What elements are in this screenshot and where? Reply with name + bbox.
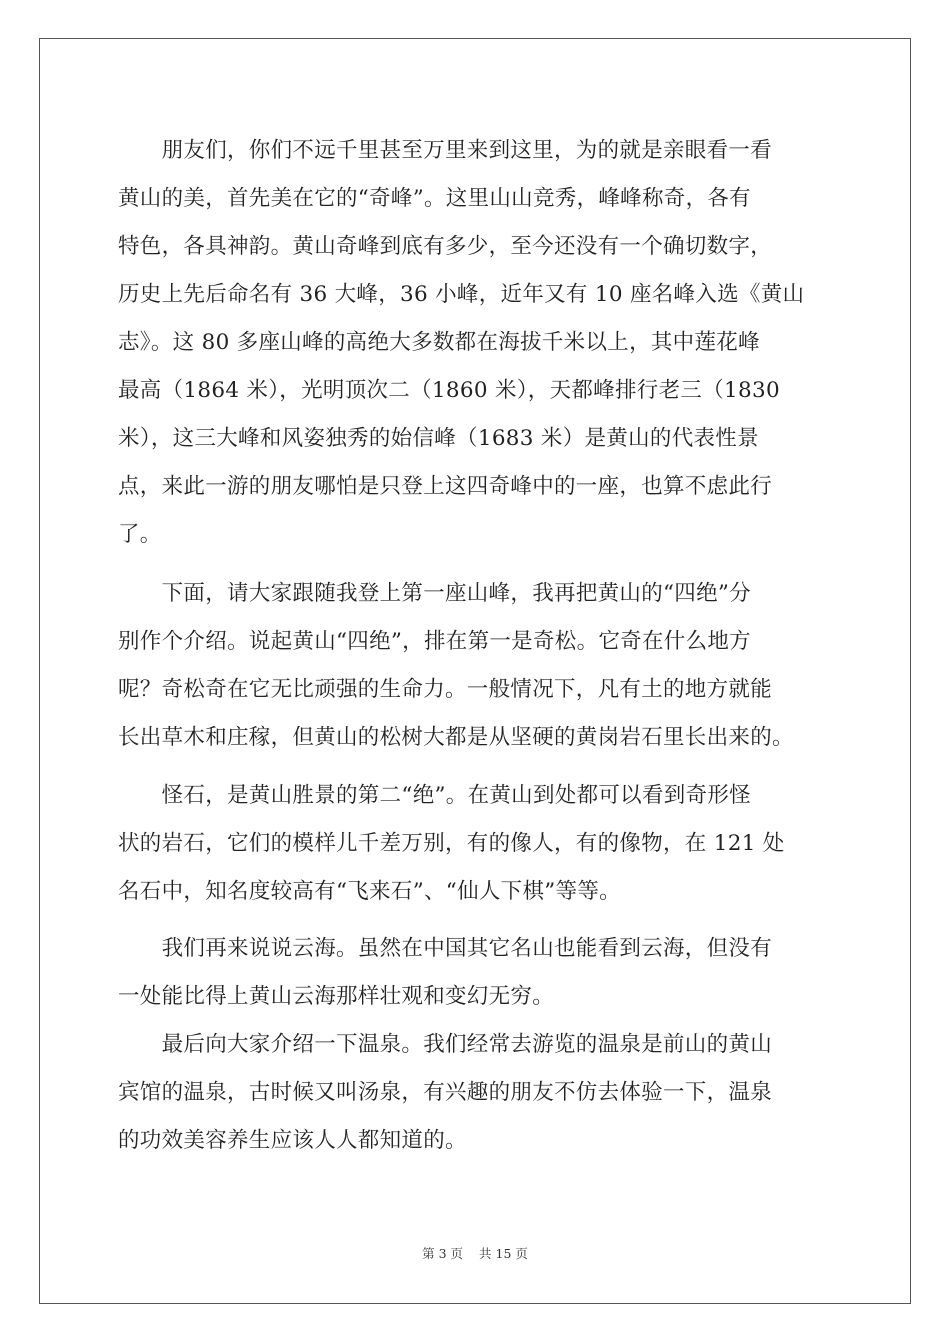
- text-line: 黄山的美，首先美在它的“奇峰”。这里山山竞秀，峰峰称奇，各有: [118, 186, 751, 211]
- text-line: 名石中，知名度较高有“飞来石”、“仙人下棋”等等。: [118, 879, 621, 904]
- text-line: 我们再来说说云海。虽然在中国其它名山也能看到云海，但没有: [118, 936, 773, 961]
- text-line: 宾馆的温泉，古时候又叫汤泉，有兴趣的朋友不仿去体验一下，温泉: [118, 1080, 773, 1105]
- text-line: 的功效美容养生应该人人都知道的。: [118, 1128, 467, 1153]
- text-line: 呢？奇松奇在它无比顽强的生命力。一般情况下，凡有土的地方就能: [118, 677, 773, 702]
- text-line: 状的岩石，它们的模样儿千差万别，有的像人，有的像物，在 121 处: [118, 831, 785, 856]
- text-line: 米），这三大峰和风姿独秀的始信峰（1683 米）是黄山的代表性景: [118, 426, 759, 451]
- text-line: 怪石，是黄山胜景的第二“绝”。在黄山到处都可以看到奇形怪: [118, 783, 751, 808]
- text-line: 点，来此一游的朋友哪怕是只登上这四奇峰中的一座，也算不虑此行: [118, 474, 773, 499]
- page-number: 第 3 页: [422, 1246, 464, 1261]
- text-line: 最后向大家介绍一下温泉。我们经常去游览的温泉是前山的黄山: [118, 1032, 773, 1057]
- page-total: 共 15 页: [479, 1246, 528, 1261]
- text-line: 历史上先后命名有 36 大峰，36 小峰，近年又有 10 座名峰入选《黄山: [118, 282, 805, 307]
- text-line: 志》。这 80 多座山峰的高绝大多数都在海拔千米以上，其中莲花峰: [118, 330, 760, 355]
- text-line: 长出草木和庄稼，但黄山的松树大都是从坚硬的黄岗岩石里长出来的。: [118, 725, 794, 750]
- text-line: 一处能比得上黄山云海那样壮观和变幻无穷。: [118, 984, 555, 1009]
- page-border: [39, 38, 911, 1304]
- page-footer: [0, 1245, 950, 1263]
- text-line: 朋友们，你们不远千里甚至万里来到这里，为的就是亲眼看一看: [118, 138, 773, 163]
- text-line: 下面，请大家跟随我登上第一座山峰，我再把黄山的“四绝”分: [118, 581, 751, 606]
- text-line: 别作个介绍。说起黄山“四绝”，排在第一是奇松。它奇在什么地方: [118, 629, 751, 654]
- text-line: 了。: [118, 522, 162, 547]
- text-line: 最高（1864 米），光明顶次二（1860 米），天都峰排行老三（1830: [118, 378, 780, 403]
- text-line: 特色，各具神韵。黄山奇峰到底有多少，至今还没有一个确切数字，: [118, 234, 773, 259]
